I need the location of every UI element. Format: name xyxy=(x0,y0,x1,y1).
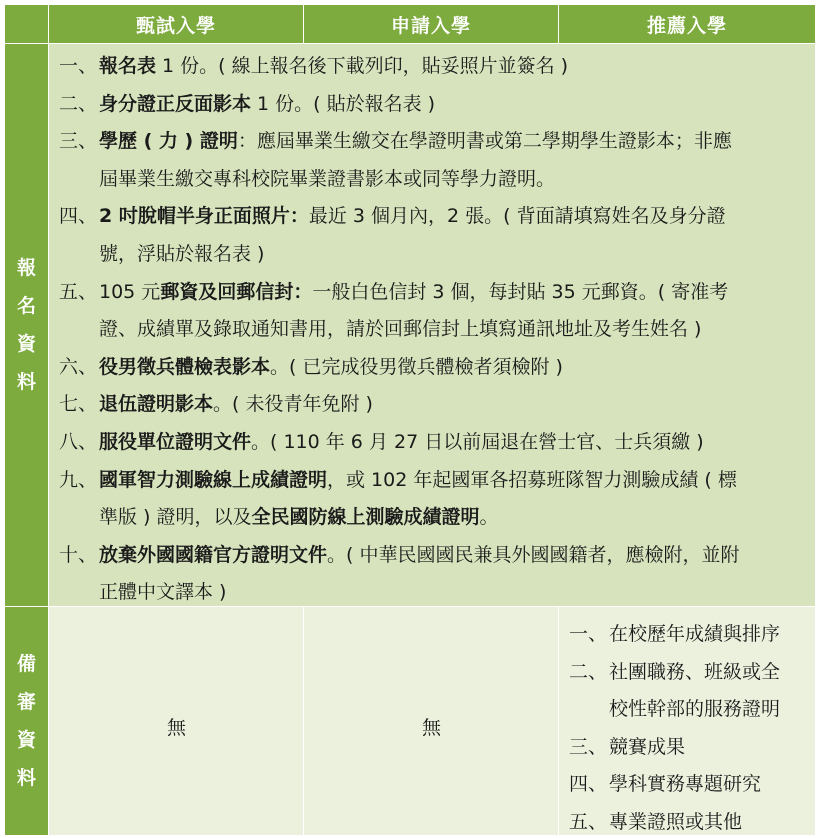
label-char: 資 xyxy=(16,729,36,751)
label-char: 料 xyxy=(16,767,36,789)
list-item: 二、 身分證正反面影本 1 份。( 貼於報名表 ) xyxy=(59,92,436,115)
list-item-continuation: 證、成績單及錄取通知書用，請於回郵信封上填寫通訊地址及考生姓名 ) xyxy=(99,318,702,341)
review-application-cell xyxy=(304,607,558,835)
list-item: 一、 報名表 1 份。( 線上報名後下載列印，貼妥照片並簽名 ) xyxy=(59,55,569,77)
list-item: 十、 放棄外國國籍官方證明文件。( 中華民國國民兼具外國國籍者，應檢附，並附 xyxy=(59,543,740,566)
list-item-continuation: 號，浮貼於報名表 ) xyxy=(99,243,265,265)
list-item: 一、 在校歷年成績與排序 xyxy=(569,623,781,645)
list-item-continuation: 屆畢業生繳交專科校院畢業證書影本或同等學力證明。 xyxy=(99,167,556,190)
header-exam-admission: 甄試入學 xyxy=(49,5,303,43)
label-char: 備 xyxy=(16,653,36,675)
registration-documents-cell xyxy=(49,44,815,606)
label-char: 審 xyxy=(16,691,36,713)
header-application-admission: 申請入學 xyxy=(304,5,558,43)
corner-cell xyxy=(5,5,48,43)
section-review-label xyxy=(5,607,48,835)
list-item-continuation: 準版 ) 證明，以及全民國防線上測驗成績證明。 xyxy=(99,506,499,529)
label-char: 報 xyxy=(16,257,36,279)
admission-requirements-table xyxy=(5,5,815,835)
label-char: 資 xyxy=(16,333,36,355)
list-item: 七、 退伍證明影本。( 未役青年免附 ) xyxy=(59,393,373,416)
list-item: 五、 專業證照或其他 xyxy=(569,810,743,833)
list-item: 三、 學歷 ( 力 ) 證明：應屆畢業生繳交在學證明書或第二學期學生證影本；非應 xyxy=(59,130,732,153)
list-item-continuation: 正體中文譯本 ) xyxy=(99,581,227,604)
list-item: 六、 役男徵兵體檢表影本。( 已完成役男徵兵體檢者須檢附 ) xyxy=(59,355,563,378)
list-item-continuation: 校性幹部的服務證明 xyxy=(609,698,781,720)
label-char: 料 xyxy=(16,371,36,393)
header-recommendation-admission: 推薦入學 xyxy=(559,5,815,43)
list-item: 三、 競賽成果 xyxy=(569,735,686,758)
list-item: 四、 學科實務專題研究 xyxy=(569,773,762,795)
section-registration-label xyxy=(5,44,48,606)
list-item: 五、 105 元郵資及回郵信封：一般白色信封 3 個，每封貼 35 元郵資。( 寄准考 xyxy=(59,280,729,303)
none-value: 無 xyxy=(167,717,187,739)
list-item: 二、 社團職務、班級或全 xyxy=(569,660,781,683)
list-item: 八、 服役單位證明文件。( 110 年 6 月 27 日以前屆退在營士官、士兵須繳 ) xyxy=(59,431,704,453)
review-recommendation-cell xyxy=(559,607,815,835)
list-item: 九、 國軍智力測驗線上成績證明，或 102 年起國軍各招募班隊智力測驗成績 ( 標 xyxy=(59,468,737,491)
label-char: 名 xyxy=(16,295,36,317)
list-item: 四、 2 吋脫帽半身正面照片：最近 3 個月內，2 張。( 背面請填寫姓名及身分證 xyxy=(59,205,726,228)
none-value: 無 xyxy=(422,717,442,739)
review-exam-cell xyxy=(49,607,303,835)
